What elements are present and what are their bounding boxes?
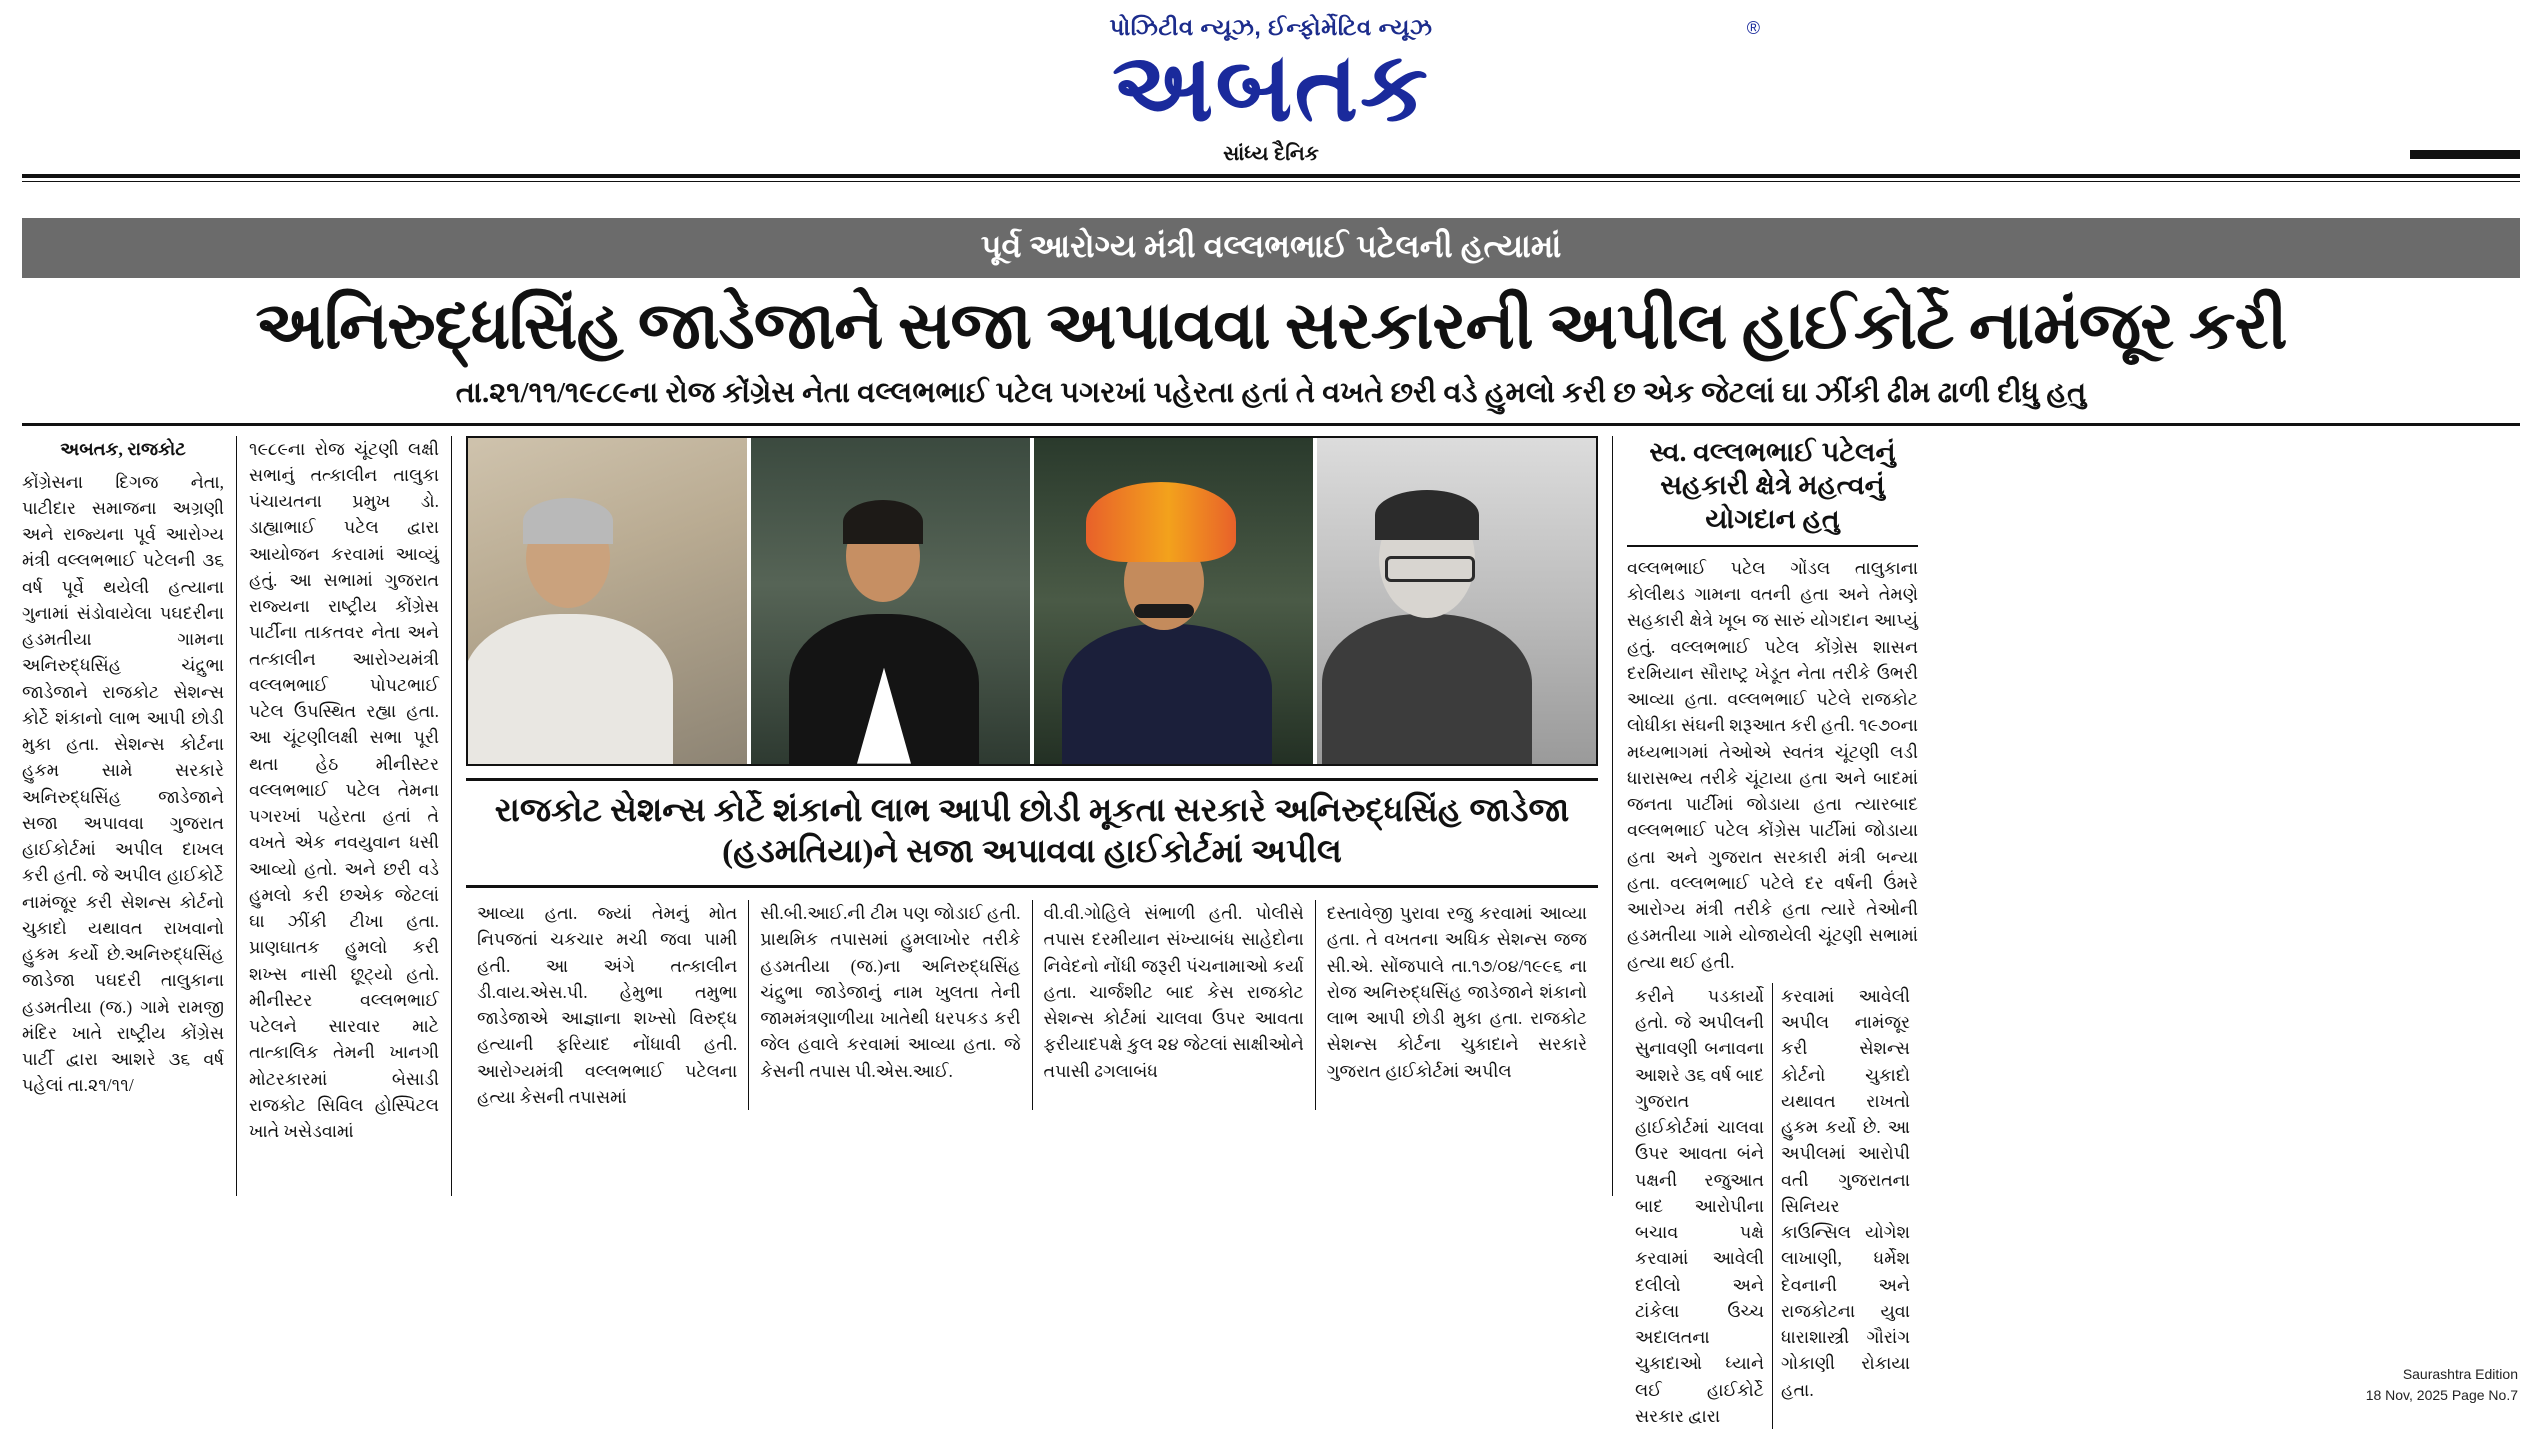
figure-body: [1322, 614, 1532, 764]
photo-strip: [466, 436, 1598, 766]
sidebar-body: વલ્લભભાઈ પટેલ ગોંડલ તાલુકાના કોલીથડ ગામના વતની હતા અને તેમણે સહકારી ક્ષેત્રે ખૂબ જ સારું યોગદાન આપ્યું હતું. વલ્લભભાઈ પટેલ કોંગ્રેસ શાસન દરમિયાન સૌરાષ્ટ્ર ખેડૂત નેતા તરીકે ઉભરી આવ્યા હતા. વલ્લભભાઈ પટેલે રાજકોટ લોધીકા સંઘની શરૂઆત કરી હતી. ૧૯૭૦ના મધ્યભાગમાં તેઓએ સ્વતંત્ર ચૂંટણી લડી ધારાસભ્ય તરીકે ચૂંટાયા હતા અને બાદમાં જનતા પાર્ટીમાં જોડાયા હતા ત્યારબાદ વલ્લભભાઈ પટેલ કોંગ્રેસ પાર્ટીમાં જોડાયા હતા અને ગુજરાત સરકારી મંત્રી બન્યા હતા. વલ્લભભાઈ પટેલે દર વર્ષની ઉંમરે આરોગ્ય મંત્રી તરીકે હતા ત્યારે તેઓની હડમતીયા ગામે યોજાયેલી ચૂંટણી સભામાં હત્યા થઈ હતી.: [1627, 557, 1918, 972]
masthead-tagline: પોઝિટીવ ન્યૂઝ, ઈન્ફોર્મેટિવ ન્યૂઝ: [1109, 14, 1433, 40]
article-text-1: કોંગ્રેસના દિગજ નેતા, પાટીદાર સમાજના અગ્રણી અને રાજ્યના પૂર્વ આરોગ્ય મંત્રી વલ્લભભાઈ પટેલની ૩૬ વર્ષ પૂર્વે થયેલી હત્યાના ગુનામાં સંડોવાયેલા પઘદરીના હડમતીયા ગામના અનિરુદ્ધસિંહ ચંદ્રુભા જાડેજાને રાજકોટ સેશન્સ કોર્ટે શંકાનો લાભ આપી છોડી મુકા હતા. સેશન્સ કોર્ટના હુકમ સામે સરકારે અનિરુદ્ધસિંહ જાડેજાને સજા અપાવવા ગુજરાત હાઈકોર્ટમાં અપીલ દાખલ કરી હતી. જે અપીલ હાઈકોર્ટે નામંજૂર કરી સેશન્સ કોર્ટનો ચુકાદો યથાવત રાખવાનો હુકમ કર્યો છે.અનિરુદ્ધસિંહ જાડેજા પઘદરી તાલુકાના હડમતીયા (જ.) ગામે રામજી મંદિર ખાતે રાષ્ટ્રીય કોંગ્રેસ પાર્ટી દ્વારા આશરે ૩૬ વર્ષ પહેલાં તા.૨૧/૧૧/: [22, 471, 224, 1096]
figure-hair: [1375, 490, 1479, 540]
center-text-columns: [466, 900, 1598, 1110]
article-text-2: ૧૯૮૯ના રોજ ચૂંટણી લક્ષી સભાનું તત્કાલીન તાલુકા પંચાયતના પ્રમુખ ડો. ડાહ્યાભાઈ પટેલ દ્વારા આયોજન કરવામાં આવ્યું હતું. આ સભામાં ગુજરાત રાજ્યના રાષ્ટ્રીય કોંગ્રેસ પાર્ટીના તાકતવર નેતા અને તત્કાલીન આરોગ્યમંત્રી વલ્લભભાઈ પોપટભાઈ પટેલ ઉપસ્થિત રહ્યા હતા. આ ચૂંટણીલક્ષી સભા પૂરી થતા હેઠ મીનીસ્ટર વલ્લભભાઈ પટેલ તેમના પગરખાં પહેરતા હતાં તે વખતે એક નવયુવાન ધસી આવ્યો હતો. અને છરી વડે હુમલો કરી છએક જેટલાં ઘા ઝીંકી ટીખા હતા. પ્રાણઘાતક હુમલો કરી શખ્સ નાસી છૂટ્યો હતો. મીનીસ્ટર વલ્લભભાઈ પટેલને સારવાર માટે તાત્કાલિક તેમની ખાનગી મોટરકારમાં બેસાડી રાજકોટ સિવિલ હોસ્પિટલ ખાતે ખસેડવામાં: [249, 438, 439, 1142]
masthead-subtitle: સાંધ્ય દૈનિક: [1223, 142, 1319, 165]
article-text-3: આવ્યા હતા. જ્યાં તેમનું મોત નિપજતાં ચકચાર મચી જવા પામી હતી. આ અંગે તત્કાલીન ડી.વાય.એસ.પી. હેમુભા તમુભા જાડેજાએ આજ્ઞાના શખ્સો વિરુદ્ધ હત્યાની ફરિયાદ નોંધાવી હતી. આરોગ્યમંત્રી વલ્લભભાઈ પટેલના હત્યા કેસની તપાસમાં: [466, 900, 749, 1110]
article-text-5: વી.વી.ગોહિલે સંભાળી હતી. પોલીસે તપાસ દરમીયાન સંખ્યાબંધ સાહેદોના નિવેદનો નોંધી જરૂરી પંચનામાઓ કર્યા હતા. ચાર્જશીટ બાદ કેસ રાજકોટ સેશન્સ કોર્ટમાં ચાલવા ઉપર આવતા ફરીયાદપક્ષે કુલ ૨૪ જેટલાં સાક્ષીઓને તપાસી ઢગલાબંધ: [1033, 900, 1316, 1110]
photo-vallabhbhai-patel: [1317, 438, 1596, 764]
photo-interviewee: [468, 438, 747, 764]
turban-icon: [1086, 482, 1236, 562]
sidebar-article: [1612, 436, 1932, 1426]
article-column-1: [22, 436, 237, 1196]
sidebar-text-right: કરવામાં આવેલી અપીલ નામંજૂર કરી સેશન્સ કોર્ટનો ચુકાદો યથાવત રાખતો હુકમ કર્યો છે. આ અપીલમાં આરોપી વતી ગુજરાતના સિનિયર કાઉન્સિલ યોગેશ લાખાણી, ધર્મેશ દેવનાની અને રાજકોટના યુવા ધારાશાસ્ત્રી ગૌરાંગ ગોકાણી રોકાયા હતા.: [1781, 985, 1910, 1400]
photo-leader-turban: [1034, 438, 1313, 764]
photo-advocate: [751, 438, 1030, 764]
masthead-title: અબતક: [1112, 34, 1430, 141]
center-caption: રાજકોટ સેશન્સ કોર્ટે શંકાનો લાભ આપી છોડી મૂકતા સરકારે અનિરુદ્ધસિંહ જાડેજા (હડમતિયા)ને સજા અપાવવા હાઈકોર્ટમાં અપીલ: [466, 778, 1598, 889]
sidebar-text-left: કરીને પડકાર્યો હતો. જે અપીલની સુનાવણી બનાવના આશરે ૩૬ વર્ષ બાદ ગુજરાત હાઈકોર્ટમાં ચાલવા ઉપર આવતા બંને પક્ષની રજુઆત બાદ આરોપીના બચાવ પક્ષે કરવામાં આવેલી દલીલો અને ટાંકેલા ઉચ્ચ અદાલતના ચુકાદાઓ ધ્યાને લઈ હાઈકોર્ટે સરકાર દ્વારા: [1627, 983, 1773, 1429]
article-text-6: દસ્તાવેજી પુરાવા રજુ કરવામાં આવ્યા હતા. તે વખતના અધિક સેશન્સ જજ સી.એ. સોંજપાલે તા.૧૭/૦૪/૧૯૯૬ ના રોજ અનિરુદ્ધસિંહ જાડેજાને શંકાનો લાભ આપી છોડી મુકા હતા. રાજકોટ સેશન્સ કોર્ટના ચુકાદાને સરકારે ગુજરાત હાઈકોર્ટમાં અપીલ: [1326, 903, 1587, 1081]
corner-black-bar: [2410, 150, 2520, 159]
headline-divider: [22, 423, 2520, 426]
masthead: [22, 0, 2520, 208]
masthead-divider-thick: [22, 174, 2520, 178]
figure-hair: [523, 498, 613, 544]
page-footer: [2366, 1364, 2518, 1406]
figure-moustache: [1134, 604, 1194, 618]
article-text-4: સી.બી.આઈ.ની ટીમ પણ જોડાઈ હતી. પ્રાથમિક તપાસમાં હુમલાખોર તરીકે હડમતીયા (જ.)ના અનિરુદ્ધસિંહ ચંદ્રુભા જાડેજાનું નામ ખુલતા તેની જામમંત્રણાળીયા ખાતેથી ધરપકડ કરી જેલ હવાલે કરવામાં આવ્યા હતા. જે કેસની તપાસ પી.એસ.આઈ.: [749, 900, 1032, 1110]
eyeglasses-icon: [1385, 556, 1475, 582]
figure-hair: [843, 500, 923, 544]
figure-body: [468, 614, 673, 764]
edition-label: Saurashtra Edition: [2402, 1366, 2518, 1382]
kicker-bar: પૂર્વ આરોગ્ય મંત્રી વલ્લભભાઈ પટેલની હત્યામાં: [22, 218, 2520, 278]
date-page-label: 18 Nov, 2025 Page No.7: [2365, 1387, 2518, 1403]
headline: અનિરુદ્ધસિંહ જાડેજાને સજા અપાવવા સરકારની અપીલ હાઈકોર્ટે નામંજૂર કરી: [255, 290, 2287, 363]
sidebar-bottom-columns: [1627, 983, 1918, 1429]
subheadline: તા.૨૧/૧૧/૧૯૮૯ના રોજ કોંગ્રેસ નેતા વલ્લભભાઈ પટેલ પગરખાં પહેરતા હતાં તે વખતે છરી વડે હુમલો કરી છ એક જેટલાં ઘા ઝીંકી ઢીમ ઢાળી દીધુ હતુ: [455, 377, 2087, 410]
article-column-2: [237, 436, 452, 1196]
center-block: [452, 436, 1612, 1196]
byline: અબતક, રાજકોટ: [60, 438, 186, 459]
masthead-divider-thin: [22, 181, 2520, 182]
registered-trademark-icon: ®: [1746, 18, 1760, 38]
sidebar-heading: સ્વ. વલ્લભભાઈ પટેલનું સહકારી ક્ષેત્રે મહત્વનું યોગદાન હતુ: [1627, 436, 1918, 547]
figure-body: [1062, 624, 1272, 764]
